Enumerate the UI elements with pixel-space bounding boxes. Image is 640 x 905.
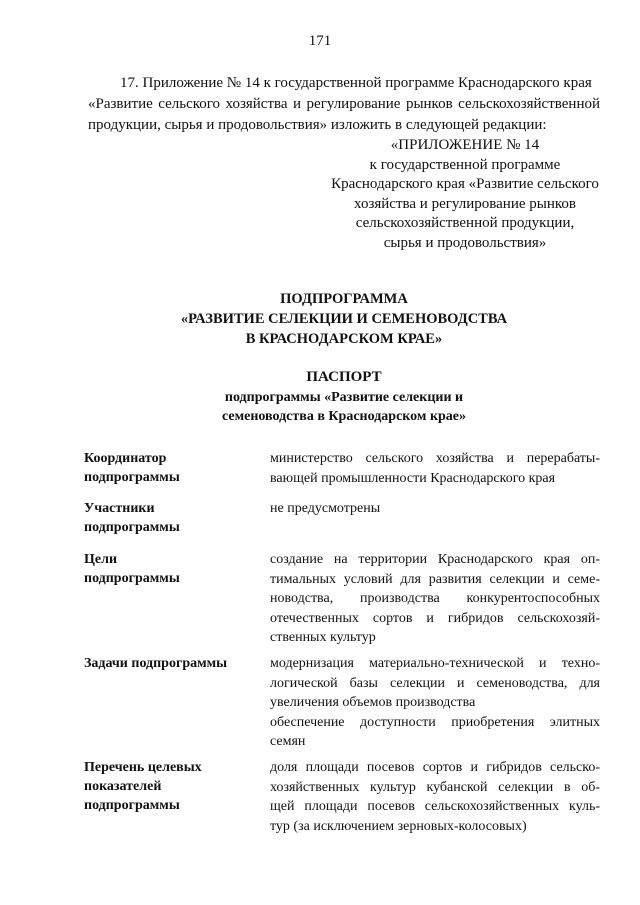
- row-value: [270, 654, 600, 752]
- intro-line: продукции, сырья и продовольствия» изложить в следующей редакции:: [88, 117, 547, 133]
- row-value-line: обеспечение доступности приобретения элитных: [270, 714, 600, 730]
- appendix-line: сырья и продовольствия»: [383, 234, 547, 251]
- passport-heading: [88, 368, 600, 426]
- row-value-line: отечественных сортов и гибридов сельскохозяй-: [270, 610, 600, 626]
- row-label-line: показателей: [84, 779, 162, 794]
- row-value-line: модернизация материально-технической и техно-: [270, 656, 600, 671]
- page-number: 171: [308, 33, 332, 49]
- passport-title: ПАСПОРТ: [306, 369, 382, 385]
- row-label-line: Задачи подпрограммы: [84, 656, 228, 671]
- row-value: [270, 550, 600, 648]
- row-value-line: щей площади посевов сельскохозяйственных куль-: [270, 799, 600, 814]
- row-value-line: министерство сельского хозяйства и перерабаты-: [270, 451, 600, 466]
- row-value-line: ственных культур: [270, 630, 376, 645]
- subprogram-title-line: ПОДПРОГРАММА: [280, 291, 408, 307]
- subprogram-title: [88, 289, 600, 349]
- row-value-line: вающей промышленности Краснодарского края: [270, 470, 556, 486]
- row-value-line: логической базы селекции и семеноводства, для: [270, 675, 600, 691]
- row-value-line: тур (за исключением зерновых-колосовых): [270, 818, 527, 834]
- subprogram-title-line: В КРАСНОДАРСКОМ КРАЕ»: [245, 331, 443, 347]
- intro-line: 17. Приложение № 14 к государственной программе Краснодарского края: [120, 75, 592, 91]
- appendix-line: хозяйства и регулирование рынков: [354, 195, 576, 212]
- row-label: [84, 499, 259, 537]
- row-label-line: подпрограммы: [84, 520, 180, 535]
- row-value-line: создание на территории Краснодарского края оп-: [270, 552, 600, 567]
- row-value-line: тимальных условий для развития селекции и семе-: [270, 571, 600, 587]
- row-value: [270, 499, 600, 519]
- appendix-header: [330, 136, 600, 253]
- appendix-line: сельскохозяйственной продукции,: [355, 215, 575, 231]
- appendix-line: Краснодарского края «Развитие сельского: [331, 176, 599, 192]
- row-value-line: семян: [270, 734, 306, 749]
- row-label-line: Цели: [84, 552, 118, 567]
- row-label: [84, 550, 259, 588]
- intro-line: «Развитие сельского хозяйства и регулирование рынков сельскохозяйственной: [88, 96, 600, 112]
- row-label-line: Координатор: [84, 451, 167, 466]
- row-label-line: подпрограммы: [84, 470, 180, 485]
- intro-paragraph: [88, 73, 600, 136]
- passport-subtitle-line: семеноводства в Краснодарском крае»: [221, 409, 467, 424]
- row-label: [84, 449, 259, 487]
- row-label-line: Перечень целевых: [84, 760, 202, 775]
- passport-subtitle-line: подпрограммы «Развитие селекции и: [224, 390, 464, 405]
- subprogram-title-line: «РАЗВИТИЕ СЕЛЕКЦИИ И СЕМЕНОВОДСТВА: [180, 311, 508, 327]
- row-value-line: новодства, производства конкурентоспособных: [270, 591, 600, 606]
- row-value: [270, 758, 600, 836]
- row-label: [84, 758, 259, 815]
- row-value-line: не предусмотрены: [270, 501, 381, 516]
- row-value-line: увеличения объемов производства: [270, 695, 476, 710]
- row-label-line: Участники: [84, 501, 155, 516]
- row-label-line: подпрограммы: [84, 571, 180, 586]
- appendix-line: «ПРИЛОЖЕНИЕ № 14: [390, 137, 540, 153]
- row-value: [270, 449, 600, 488]
- row-label-line: подпрограммы: [84, 798, 180, 813]
- row-value-line: хозяйственных культур кубанской селекции в об-: [270, 779, 600, 795]
- row-label: [84, 654, 259, 673]
- appendix-line: к государственной программе: [369, 156, 561, 173]
- row-value-line: доля площади посевов сортов и гибридов сельско-: [270, 760, 600, 775]
